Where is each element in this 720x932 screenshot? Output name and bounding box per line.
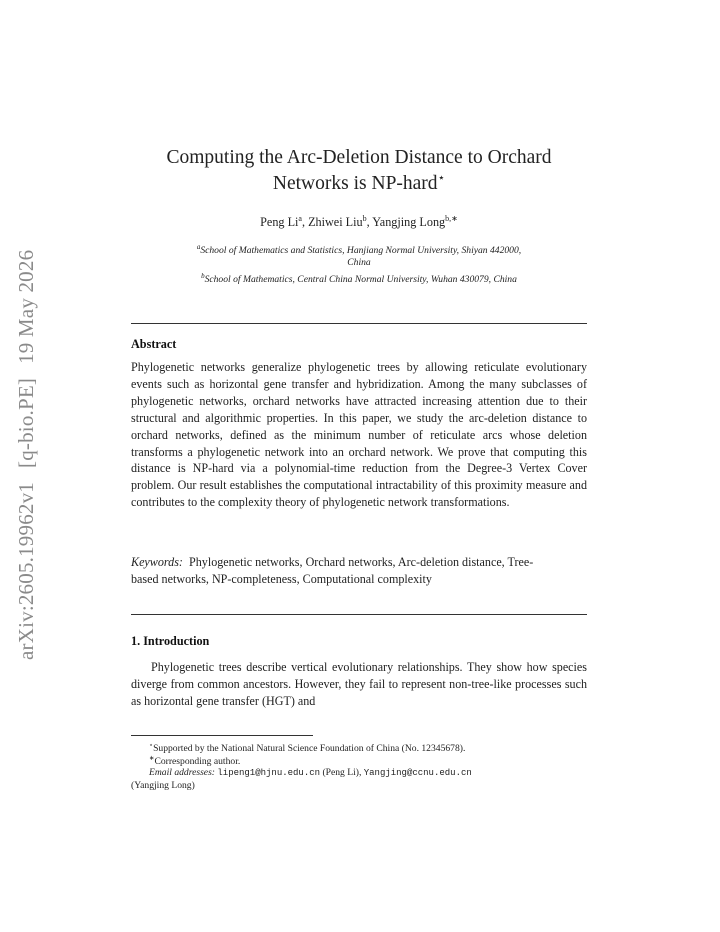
introduction-text: Phylogenetic trees describe vertical evolutionary relationships. They show how species diverge from common ancestors. However, they fail to represent non-tree-like processes such as horizontal gene transfer (HGT) and xyxy=(131,660,587,708)
arxiv-side-stamp xyxy=(14,240,54,660)
email-link-long[interactable]: Yangjing@ccnu.edu.cn xyxy=(363,768,472,778)
footnote-support-text: Supported by the National Natural Science Foundation of China (No. 12345678). xyxy=(153,743,466,755)
abstract-top-rule xyxy=(131,323,587,324)
author-affiliation-marker: b xyxy=(362,214,367,223)
affiliation-marker: a xyxy=(196,243,201,251)
email-label: Email addresses: xyxy=(149,767,215,778)
section-heading-introduction: 1. Introduction xyxy=(131,634,210,648)
affiliation-a xyxy=(131,241,587,269)
author-name: Peng Li xyxy=(260,215,299,230)
abstract-heading: Abstract xyxy=(131,337,177,351)
author-name: Yangjing Long xyxy=(372,215,446,230)
author-affiliation-marker: a xyxy=(298,214,302,223)
footnote-rule xyxy=(131,735,313,736)
email-owner-li: (Peng Li), xyxy=(322,767,362,778)
affiliation-text: School of Mathematics, Central China Normal University, Wuhan 430079, China xyxy=(204,274,517,286)
abstract-text: Phylogenetic networks generalize phylogenetic trees by allowing reticulate evolutionary events such as horizontal gene transfer and hybridization. Among the many subclasses of phylogenetic networks, orchard networks have attracted increasing attention due to their structural and algorithmic properties. In this paper, we study the arc-deletion distance to orchard networks, defined as the minimum number of reticulate arcs whose deletion transforms a phylogenetic network into an orchard network. We prove that computing this distance is NP-hard via a polynomial-time reduction from the Degree-3 Vertex Cover problem. Our result establishes the computational intractability of this proximity measure and contributes to the complexity theory of phylogenetic network transformations. xyxy=(131,360,587,510)
footnote-marker: ⋆ xyxy=(149,742,154,749)
arxiv-date: 19 May 2026 xyxy=(14,249,38,364)
arxiv-category: [q-bio.PE] xyxy=(14,377,38,468)
email-link-li[interactable]: lipeng1@hjnu.edu.cn xyxy=(217,768,321,778)
author-affiliation-marker: b,∗ xyxy=(445,214,458,223)
affiliation-b xyxy=(131,270,587,286)
author-list: Peng Li$^a$, Zhiwei Liu$^b$, Yangjing Long$^{b,∗}$ xyxy=(260,214,458,230)
title-line-2: Networks is NP-hard xyxy=(272,173,438,194)
footnote-corresponding-text: Corresponding author. xyxy=(154,756,241,768)
keywords-label: Keywords: xyxy=(131,555,183,569)
abstract-bottom-rule xyxy=(131,614,587,615)
title-footnote-marker: ⋆ xyxy=(437,170,446,185)
email-owner-long: (Yangjing Long) xyxy=(131,779,195,791)
paper-title xyxy=(131,145,587,197)
arxiv-id: arXiv:2605.19962v1 xyxy=(14,482,38,660)
footnote-emails xyxy=(131,767,587,792)
title-line-1: Computing the Arc-Deletion Distance to Orchard xyxy=(166,147,552,168)
keywords-text: Phylogenetic networks, Orchard networks, Arc-deletion distance, Tree-based networks, NP-completeness, Computational complexity xyxy=(131,555,534,586)
affiliation-text-cont: China xyxy=(347,257,371,269)
keywords xyxy=(131,554,541,588)
author-name: Zhiwei Liu xyxy=(308,215,363,230)
affiliation-marker: b xyxy=(201,272,205,280)
footnote-marker: ∗ xyxy=(149,755,155,762)
affiliation-text: School of Mathematics and Statistics, Hanjiang Normal University, Shiyan 442000, xyxy=(200,245,522,257)
